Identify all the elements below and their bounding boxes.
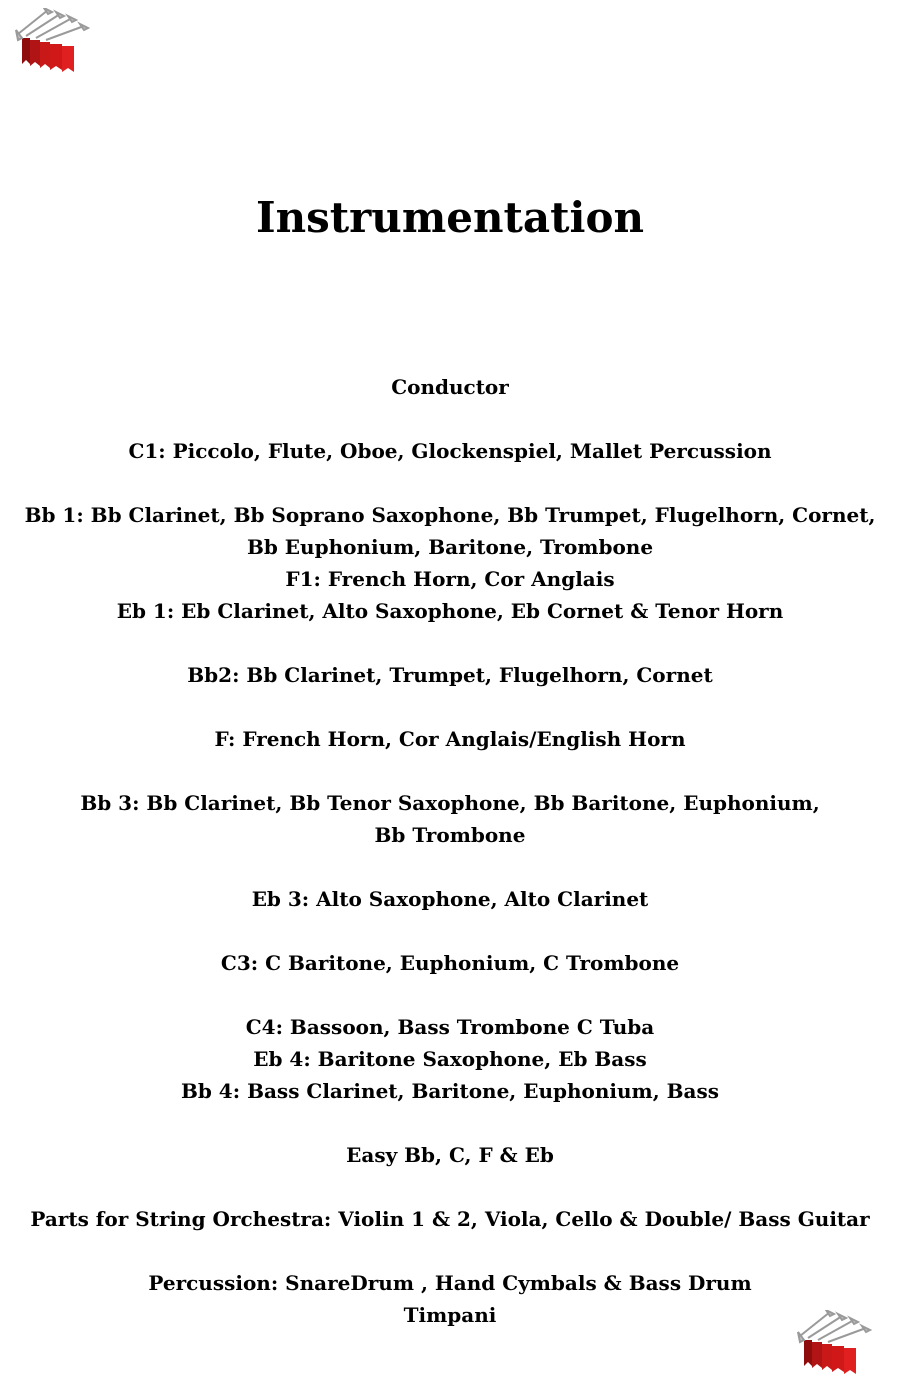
- instrument-line-eb3: Eb 3: Alto Saxophone, Alto Clarinet: [251, 887, 649, 911]
- page-title: Instrumentation: [255, 193, 645, 242]
- instrument-line-timpani: Timpani: [403, 1303, 497, 1327]
- spacer: [0, 1171, 900, 1203]
- instrument-line-bb2: Bb2: Bb Clarinet, Trumpet, Flugelhorn, Cornet: [187, 663, 713, 687]
- instrument-line-strings: Parts for String Orchestra: Violin 1 & 2, Viola, Cello & Double/ Bass Guitar: [30, 1207, 870, 1231]
- banner-group: [22, 38, 74, 72]
- spacer: [0, 403, 900, 435]
- fanfare-trumpets-logo-bottom-icon: [796, 1310, 872, 1374]
- spacer: [0, 755, 900, 787]
- instrument-line-c3: C3: C Baritone, Euphonium, C Trombone: [220, 951, 680, 975]
- instrument-line-percussion: Percussion: SnareDrum , Hand Cymbals & Bass Drum: [148, 1271, 752, 1295]
- instrument-line-bb1-cont: Bb Euphonium, Baritone, Trombone: [246, 535, 654, 559]
- instrument-line-bb3: Bb 3: Bb Clarinet, Bb Tenor Saxophone, Bb Baritone, Euphonium,: [80, 791, 820, 815]
- instrument-line-bb1: Bb 1: Bb Clarinet, Bb Soprano Saxophone, Bb Trumpet, Flugelhorn, Cornet,: [24, 503, 876, 527]
- instrument-line-bb4: Bb 4: Bass Clarinet, Baritone, Euphonium, Bass: [180, 1079, 720, 1103]
- spacer: [0, 979, 900, 1011]
- trumpet-group: [798, 1310, 870, 1342]
- spacer: [0, 627, 900, 659]
- fanfare-trumpets-logo-top-icon: [14, 8, 90, 72]
- spacer: [0, 915, 900, 947]
- spacer: [0, 467, 900, 499]
- instrumentation-list: [0, 371, 900, 1331]
- instrument-line-bb3-cont: Bb Trombone: [374, 823, 526, 847]
- instrument-line-conductor: Conductor: [391, 375, 509, 399]
- instrument-line-eb1: Eb 1: Eb Clarinet, Alto Saxophone, Eb Cornet & Tenor Horn: [116, 599, 784, 623]
- instrument-line-c4: C4: Bassoon, Bass Trombone C Tuba: [245, 1015, 655, 1039]
- spacer: [0, 1107, 900, 1139]
- instrument-line-f: F: French Horn, Cor Anglais/English Horn: [214, 727, 686, 751]
- spacer: [0, 851, 900, 883]
- instrument-line-easy: Easy Bb, C, F & Eb: [346, 1143, 554, 1167]
- spacer: [0, 1235, 900, 1267]
- trumpet-group: [16, 8, 88, 40]
- instrument-line-eb4: Eb 4: Baritone Saxophone, Eb Bass: [253, 1047, 647, 1071]
- spacer: [0, 691, 900, 723]
- instrument-line-c1: C1: Piccolo, Flute, Oboe, Glockenspiel, Mallet Percussion: [128, 439, 772, 463]
- instrument-line-f1: F1: French Horn, Cor Anglais: [285, 567, 615, 591]
- banner-group: [804, 1340, 856, 1374]
